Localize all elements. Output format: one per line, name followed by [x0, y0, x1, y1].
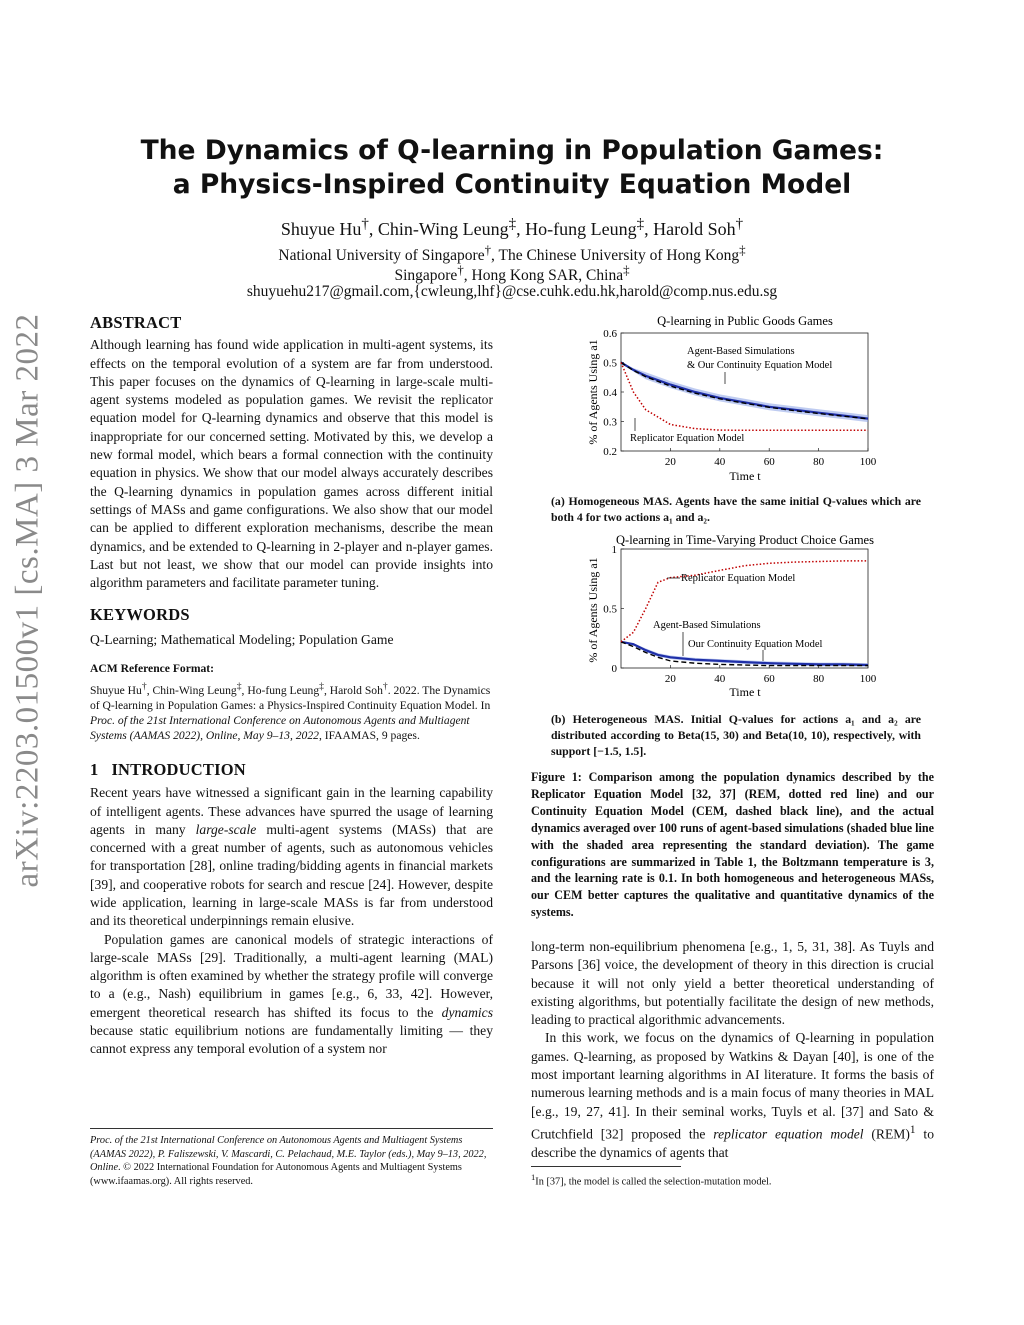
y-tick-label: 0.4 [603, 387, 617, 399]
right-column-body [531, 938, 934, 1162]
footnote-number: 1 [531, 1172, 536, 1182]
x-tick-label: 60 [763, 456, 775, 468]
x-tick-label: 60 [763, 673, 775, 685]
author-mark: † [735, 216, 744, 232]
ref-mark: ‡ [319, 681, 324, 693]
y-tick-label: 0 [611, 663, 617, 675]
ref-mark: † [382, 681, 388, 693]
subcaption-b: (b) Heterogeneous MAS. Initial Q-values for actions a₁ and a₂ are distributed according to Beta(15, 30) and Beta(10, 10), respectively, with support [−1.5, 1.5]. [551, 712, 921, 758]
conference-footnote [90, 1134, 493, 1188]
ref-part: Shuyue Hu [90, 683, 142, 697]
chart-b-annotation-2: Agent-Based Simulations [653, 620, 761, 631]
arxiv-identifier: arXiv:2203.01500v1 [cs.MA] 3 Mar 2022 [9, 313, 46, 888]
author-name: Shuyue Hu [280, 219, 362, 239]
chart-a-annotation-1: Agent-Based Simulations [687, 346, 795, 357]
left-column [90, 314, 493, 1059]
y-tick-label: 0.6 [603, 328, 617, 340]
ref-part: , Harold Soh [323, 683, 383, 697]
footnote-right [531, 1171, 934, 1189]
author-name: Ho-fung Leung [525, 219, 637, 239]
affiliation-cuhk: , The Chinese University of Hong Kong [491, 247, 740, 265]
author-mark: ‡ [636, 216, 645, 232]
x-tick-label: 40 [714, 673, 726, 685]
affiliation-mark: † [484, 242, 492, 257]
text-run: (REM) [863, 1126, 910, 1142]
acm-reference-text [90, 679, 493, 743]
author-list: Shuyue Hu†, Chin-Wing Leung‡, Ho-fung Leung‡, Harold Soh† [280, 216, 744, 239]
y-tick-label: 0.5 [603, 357, 617, 370]
x-tick-label: 80 [813, 456, 825, 468]
x-tick-label: 100 [859, 456, 877, 468]
y-tick-label: 0.2 [603, 446, 617, 458]
footnote-marker: 1 [909, 1123, 916, 1136]
x-tick-label: 20 [664, 456, 676, 468]
chart-b-title: Q-learning in Time-Varying Product Choice Games [616, 533, 874, 547]
ref-part: , IFAAMAS, 9 pages. [318, 728, 420, 742]
chart-a-annotation-3: Replicator Equation Model [630, 433, 745, 444]
affiliation-mark: † [457, 262, 464, 277]
affiliation-mark: ‡ [623, 262, 630, 277]
keywords-text: Q-Learning; Mathematical Modeling; Population Game [90, 631, 394, 647]
subcaption-a: (a) Homogeneous MAS. Agents have the same initial Q-values which are both 4 for two actions a₁ and a₂. [551, 494, 921, 524]
chart-b [585, 530, 885, 708]
chart-a-xlabel: Time t [729, 469, 761, 483]
chart-b-ylabel: % of Agents Using a1 [586, 557, 600, 663]
text-run: In this work, we focus on the dynamics of Q-learning in population games. Q-learning, as proposed by Watkins & Dayan [40], is one of the most important learning algorithms in AI literature. It forms the basis of numerous learning methods and is a main focus of many theories in MAL [e.g., 19, 27, 41]. In their seminal works, Tuyls et al. [37] and Sato & Crutchfield [32] proposed the [531, 1030, 934, 1142]
x-tick-label: 20 [664, 673, 676, 685]
intro-paragraph-2 [90, 931, 493, 1059]
chart-b-annotation-3: Our Continuity Equation Model [688, 639, 823, 650]
author-name: Chin-Wing Leung [377, 219, 509, 239]
footnote-text: In [37], the model is called the selection-mutation model. [535, 1176, 772, 1188]
footnote-italic: Proc. of the 21st International Conference on Autonomous Agents and Multiagent Systems (AAMAS 2022), P. Faliszewski, V. Mascardi, C. Pelachaud, M.E. Taylor (eds.), May 9–13, 2022, Online [90, 1135, 487, 1174]
chart-b-xlabel: Time t [729, 685, 761, 699]
x-tick-label: 80 [813, 673, 825, 685]
chart-a-title: Q-learning in Public Goods Games [657, 314, 833, 328]
abstract-heading: ABSTRACT [90, 313, 182, 332]
keywords-heading: KEYWORDS [90, 605, 190, 625]
figure-caption-text: Comparison among the population dynamics described by the Replicator Equation Model [32, 37] (REM, dotted red line) and our Continuity Equation Model (CEM, dashed black line), and the actual dynamics averaged over 100 runs of agent-based simulations (shaded blue line with the shaded area representing the standard deviation). The game configurations are summarized in Table 1, the Boltzmann temperature is 3, and the learning rate is 0.1. In both homogeneous and heterogeneous MASs, our CEM better captures the qualitative and quantitative dynamics of the systems. [531, 770, 934, 920]
y-tick-label: 0.5 [603, 603, 617, 616]
y-tick-label: 0.3 [603, 416, 617, 429]
text-run: Population games are canonical models of strategic interactions of large-scale MASs [29]. Traditionally, a multi-agent learning (MAL) algorithm is often examined by whether the strategy profile will converge to a (e.g., Nash) equilibrium in games [e.g., 6, 33, 42]. However, emergent theoretical research has shifted its focus to the [90, 931, 493, 1020]
author-emails: shuyuehu217@gmail.com,{cwleung,lhf}@cse.cuhk.edu.hk,harold@comp.nus.edu.sg [246, 283, 778, 300]
y-tick-label: 1 [611, 544, 617, 556]
author-mark: † [361, 216, 369, 232]
chart-b-frame [621, 549, 868, 668]
text-run: Recent years have witnessed a significant gain in the learning capability of intelligent agents. These advances have spurred the usage of learning agents in many [90, 785, 493, 837]
title-line-2: a Physics-Inspired Continuity Equation Model [172, 169, 852, 200]
affiliation-line-2 [140, 262, 884, 285]
location-hong-kong: , Hong Kong SAR, China [463, 267, 624, 285]
title-line-1: The Dynamics of Q-learning in Population Games: [140, 135, 884, 166]
text-run: because static equilibrium notions are fundamentally limiting — they cannot express any temporal evolution of a system nor [90, 1023, 493, 1057]
chart-a-ylabel: % of Agents Using a1 [586, 339, 600, 445]
emphasis: dynamics [441, 1004, 493, 1020]
text-run: multi-agent systems (MASs) that are concerned with a great number of agents, such as autonomous vehicles for transportation [28], online trading/bidding agents in financial markets [39], and cooperative robots for search and rescue [24]. However, despite wide application, learning in large-scale MASs is far from understood and its theoretical underpinnings remain elusive. [90, 821, 494, 929]
x-tick-label: 100 [859, 673, 877, 685]
x-tick-label: 40 [714, 456, 726, 468]
footnote-plain: . © 2022 International Foundation for Autonomous Agents and Multiagent Systems (www.ifaamas.org). All rights reserved. [90, 1162, 462, 1187]
ref-part: , Ho-fung Leung [241, 683, 320, 697]
emphasis: large-scale [195, 821, 257, 837]
emphasis: replicator equation model [713, 1126, 864, 1142]
footnote-rule-right [531, 1166, 681, 1167]
chart-b-annotation-1: Replicator Equation Model [681, 573, 796, 584]
ref-mark: † [141, 681, 147, 693]
text-run: to describe the dynamics of agents that [531, 1126, 934, 1160]
ref-venue: Proc. of the 21st International Conference on Autonomous Agents and Multiagent Systems (AAMAS 2022), Online, May 9–13, 2022 [90, 713, 470, 742]
figure-label: Figure 1: [531, 770, 582, 784]
right-paragraph-2 [531, 1029, 934, 1162]
footnote-rule [90, 1128, 493, 1129]
ref-part: . 2022. The Dynamics of Q-learning in Population Games: a Physics-Inspired Continuity Equation Model. In [90, 683, 491, 712]
location-singapore: Singapore [394, 267, 458, 285]
intro-heading [90, 761, 493, 779]
paper-title [80, 134, 944, 202]
author-mark: ‡ [508, 216, 517, 232]
abstract-text: Although learning has found wide application in multi-agent systems, its effects on the temporal evolution of a system are far from understood. This paper focuses on the dynamics of Q-learning in large-scale multi-agent systems modeled as population games. We revisit the replicator equation model for Q-learning dynamics and observe that this model is inappropriate for our concerned setting. Motivated by this, we develop a new formal model, which bears a formal connection with the continuity equation in physics. We show that our model always accurately describes the Q-learning dynamics in population games across different initial settings of MASs and game configurations. We also show that our model can be applied to different exploration mechanisms, describe the mean dynamics, and be extended to Q-learning in 2-player and n-player games. Last but not least, we show that our model can provide insights into algorithm parameters and facilitate parameter tuning. [90, 337, 493, 591]
chart-a-annotation-2: & Our Continuity Equation Model [687, 360, 833, 371]
intro-paragraph-1 [90, 784, 493, 930]
figure-caption [531, 769, 934, 921]
author-name: Harold Soh [653, 219, 736, 239]
right-paragraph-1: long-term non-equilibrium phenomena [e.g., 1, 5, 31, 38]. As Tuyls and Parsons [36] voice, the development of theory in this direction is crucial because it will not only yield a better theoretical understanding of existing algorithms, but potentially facilitate the design of new methods, leading to practical algorithmic advancements. [531, 939, 934, 1028]
affiliation-nus: National University of Singapore [278, 247, 485, 265]
ref-part: , Chin-Wing Leung [146, 683, 237, 697]
ref-mark: ‡ [236, 681, 242, 693]
chart-a-series-rem [621, 363, 868, 431]
section-title: INTRODUCTION [111, 759, 246, 779]
chart-a [585, 310, 885, 490]
section-number: 1 [90, 759, 99, 779]
affiliation-mark: ‡ [739, 242, 746, 257]
acm-reference-heading: ACM Reference Format: [90, 662, 215, 676]
